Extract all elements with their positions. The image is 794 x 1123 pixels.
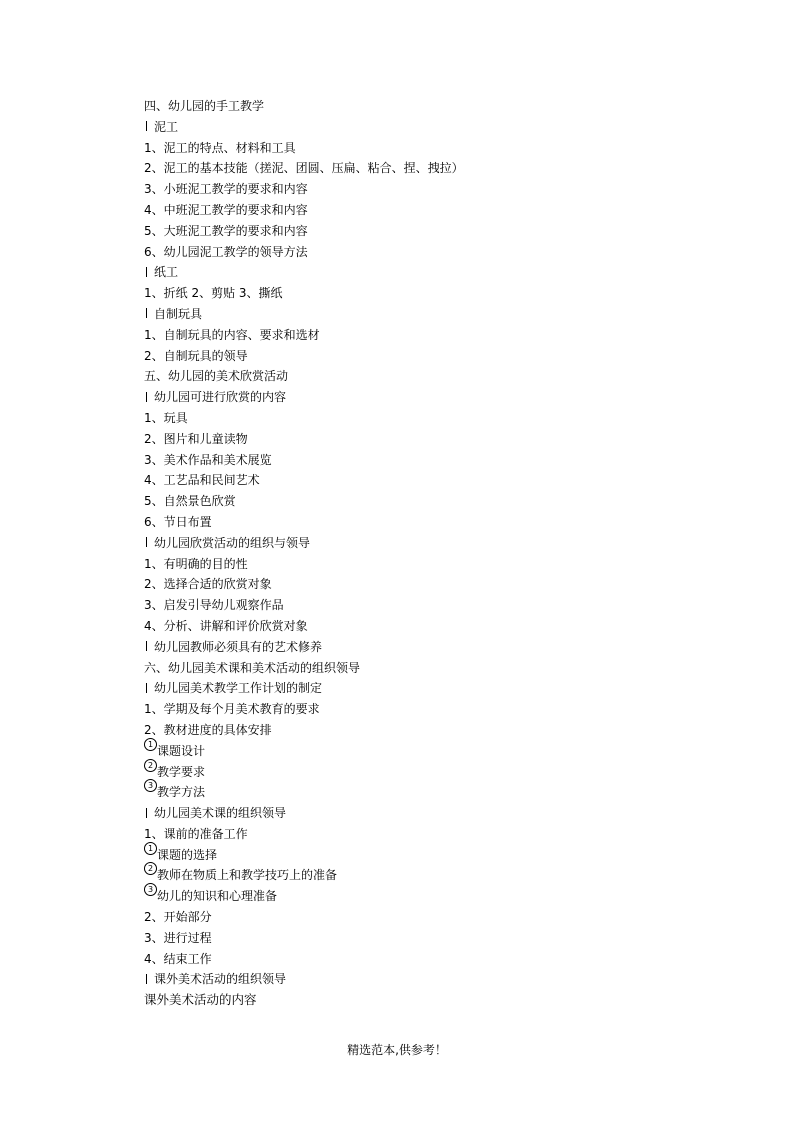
document-line bbox=[144, 158, 664, 179]
line-text: 1、泥工的特点、材料和工具 bbox=[144, 140, 296, 155]
line-text: 六、幼儿园美术课和美术活动的组织领导 bbox=[144, 660, 361, 675]
circled-list-item bbox=[144, 741, 664, 762]
outline-bullet-item bbox=[144, 637, 664, 658]
outline-bullet-item bbox=[144, 387, 664, 408]
line-text: 2、泥工的基本技能（搓泥、团圆、压扁、粘合、捏、拽拉） bbox=[144, 161, 464, 176]
page-footer: 精选范本,供参考！ bbox=[347, 1043, 447, 1057]
document-line bbox=[144, 346, 664, 367]
line-text: 纸工 bbox=[154, 265, 179, 280]
outline-bullet-item bbox=[144, 678, 664, 699]
outline-bullet-item bbox=[144, 969, 664, 990]
document-line bbox=[144, 325, 664, 346]
outline-bullet-item bbox=[144, 117, 664, 138]
line-text: 课外美术活动的组织领导 bbox=[154, 972, 287, 987]
line-text: 幼儿园欣赏活动的组织与领导 bbox=[154, 535, 311, 550]
circled-number-icon: 1 bbox=[144, 738, 157, 751]
line-text: 教学方法 bbox=[157, 785, 206, 800]
line-text: 2、图片和儿童读物 bbox=[144, 431, 248, 446]
line-text: 自制玩具 bbox=[154, 306, 203, 321]
line-text: 3、启发引导幼儿观察作品 bbox=[144, 598, 284, 613]
outline-bullet-item bbox=[144, 262, 664, 283]
outline-bullet-item bbox=[144, 803, 664, 824]
line-text: 1、玩具 bbox=[144, 410, 188, 425]
document-line bbox=[144, 824, 664, 845]
document-line bbox=[144, 221, 664, 242]
line-text: 1、课前的准备工作 bbox=[144, 826, 248, 841]
document-line bbox=[144, 658, 664, 679]
line-text: 5、大班泥工教学的要求和内容 bbox=[144, 223, 308, 238]
line-text: 课题设计 bbox=[157, 743, 206, 758]
document-line bbox=[144, 429, 664, 450]
circled-number-icon: 3 bbox=[144, 779, 157, 792]
line-text: 4、工艺品和民间艺术 bbox=[144, 473, 260, 488]
line-text: 3、进行过程 bbox=[144, 930, 212, 945]
line-text: 2、选择合适的欣赏对象 bbox=[144, 577, 272, 592]
bullet-bar-icon bbox=[146, 392, 147, 402]
line-text: 四、幼儿园的手工教学 bbox=[144, 99, 265, 113]
document-line bbox=[144, 512, 664, 533]
line-text: 6、幼儿园泥工教学的领导方法 bbox=[144, 244, 308, 259]
line-text: 幼儿园美术课的组织领导 bbox=[154, 806, 287, 821]
line-text: 2、教材进度的具体安排 bbox=[144, 722, 272, 737]
line-text: 4、分析、讲解和评价欣赏对象 bbox=[144, 618, 308, 633]
document-line bbox=[144, 928, 664, 949]
line-text: 1、有明确的目的性 bbox=[144, 556, 248, 571]
line-text: 5、自然景色欣赏 bbox=[144, 494, 236, 509]
line-text: 6、节日布置 bbox=[144, 514, 212, 529]
document-line bbox=[144, 450, 664, 471]
line-text: 幼儿的知识和心理准备 bbox=[157, 889, 278, 904]
circled-number-icon: 2 bbox=[144, 759, 157, 772]
bullet-bar-icon bbox=[146, 267, 147, 277]
document-line bbox=[144, 242, 664, 263]
outline-bullet-item bbox=[144, 533, 664, 554]
line-text: 五、幼儿园的美术欣赏活动 bbox=[144, 369, 289, 384]
bullet-bar-icon bbox=[146, 537, 147, 547]
circled-list-item bbox=[144, 782, 664, 803]
document-line bbox=[144, 366, 664, 387]
document-line bbox=[144, 616, 664, 637]
document-line bbox=[144, 574, 664, 595]
outline-bullet-item bbox=[144, 304, 664, 325]
document-line bbox=[144, 907, 664, 928]
line-text: 3、小班泥工教学的要求和内容 bbox=[144, 182, 308, 197]
document-line bbox=[144, 96, 664, 117]
line-text: 课题的选择 bbox=[157, 847, 218, 862]
line-text: 泥工 bbox=[154, 119, 179, 134]
line-text: 4、中班泥工教学的要求和内容 bbox=[144, 202, 308, 217]
line-text: 幼儿园美术教学工作计划的制定 bbox=[154, 681, 323, 696]
bullet-bar-icon bbox=[146, 308, 147, 318]
circled-number-icon: 2 bbox=[144, 862, 157, 875]
line-text: 1、折纸 2、剪贴 3、撕纸 bbox=[144, 286, 283, 301]
circled-list-item bbox=[144, 865, 664, 886]
bullet-bar-icon bbox=[146, 641, 147, 651]
document-line bbox=[144, 491, 664, 512]
circled-list-item bbox=[144, 762, 664, 783]
circled-number-icon: 1 bbox=[144, 842, 157, 855]
circled-list-item bbox=[144, 845, 664, 866]
circled-list-item bbox=[144, 886, 664, 907]
document-line bbox=[144, 200, 664, 221]
line-text: 2、自制玩具的领导 bbox=[144, 348, 248, 363]
document-line bbox=[144, 554, 664, 575]
document-line bbox=[144, 595, 664, 616]
document-line bbox=[144, 138, 664, 159]
document-line bbox=[144, 699, 664, 720]
line-text: 幼儿园教师必须具有的艺术修养 bbox=[154, 639, 323, 654]
line-text: 教师在物质上和教学技巧上的准备 bbox=[157, 868, 338, 883]
document-line bbox=[144, 470, 664, 491]
line-text: 1、自制玩具的内容、要求和选材 bbox=[144, 327, 320, 342]
circled-number-icon: 3 bbox=[144, 883, 157, 896]
document-line bbox=[144, 408, 664, 429]
line-text: 课外美术活动的内容 bbox=[144, 992, 257, 1008]
line-text: 1、学期及每个月美术教育的要求 bbox=[144, 702, 320, 717]
document-body bbox=[144, 96, 664, 1011]
line-text: 教学要求 bbox=[157, 764, 206, 779]
document-line bbox=[144, 720, 664, 741]
line-text: 2、开始部分 bbox=[144, 910, 212, 925]
bullet-bar-icon bbox=[146, 683, 147, 693]
document-line bbox=[144, 949, 664, 970]
line-text: 4、结束工作 bbox=[144, 951, 212, 966]
document-line bbox=[144, 179, 664, 200]
document-line bbox=[144, 990, 664, 1011]
line-text: 3、美术作品和美术展览 bbox=[144, 452, 272, 467]
bullet-bar-icon bbox=[146, 808, 147, 818]
bullet-bar-icon bbox=[146, 121, 147, 131]
line-text: 幼儿园可进行欣赏的内容 bbox=[154, 390, 287, 405]
bullet-bar-icon bbox=[146, 974, 147, 984]
document-line bbox=[144, 283, 664, 304]
